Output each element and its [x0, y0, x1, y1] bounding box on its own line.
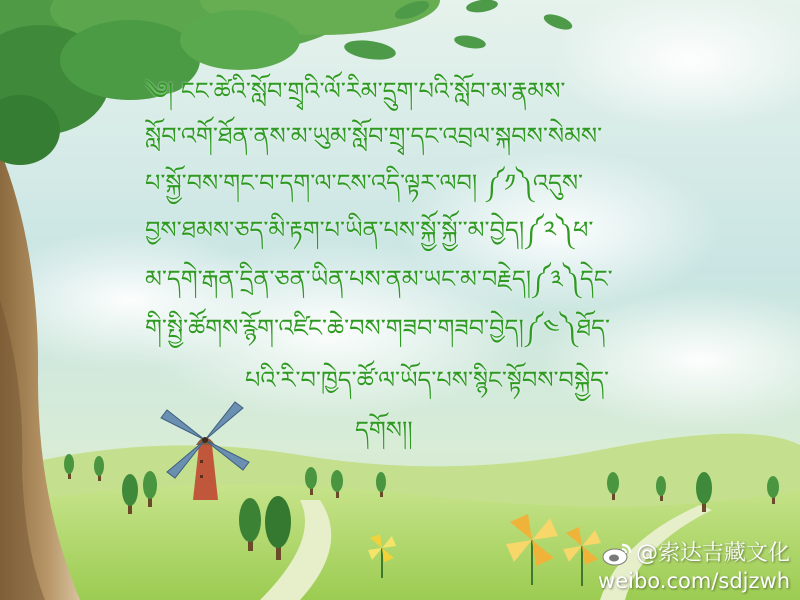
weibo-handle-row — [598, 540, 790, 568]
poem-line-6: གི་སྤྱི་ཚོགས་རྙོག་འཛིང་ཆེ་བས་གཟབ་གཟབ་བྱེད།༼༤༽ཐོད་ — [145, 314, 611, 342]
weibo-url: weibo.com/sdjzwh — [598, 569, 790, 593]
weibo-handle: @索达吉藏文化 — [635, 541, 790, 566]
weibo-watermark — [598, 540, 790, 594]
poem-line-3: པ་སྐྱོ་བས་གང་བ་དག་ལ་ངས་འདི་ལྟར་ལབ། ༼༡༽འདུས་ — [145, 169, 584, 197]
poem-line-8: དགོས།། — [355, 416, 413, 444]
poem-line-1: ༄། ངང་ཚེའི་སློབ་གྲྭའི་ལོ་རིམ་དྲུག་པའི་སློབ་མ་རྣམས་ — [145, 77, 566, 105]
weibo-logo-icon — [602, 542, 632, 566]
poem-line-7: པའི་རི་བ་ཁྱེད་ཚོ་ལ་ཡོད་པས་སྙིང་སྟོབས་བསྐྱེད་ — [245, 366, 610, 394]
poem-line-4: བྱས་ཐམས་ཅད་མི་རྟག་པ་ཡིན་པས་སྐྱོ་སྐྱོ་་མ་བྱེད།༼༢༽ཕ་ — [145, 216, 594, 244]
poem-line-5: མ་དགེ་རྒན་དྲིན་ཅན་ཡིན་པས་ནམ་ཡང་མ་བརྗེད།༼༣༽དེང་ — [145, 265, 613, 293]
poem-line-2: སློབ་འགོ་ཐོན་ནས་མ་ཡུམ་སློབ་གྲྭ་དང་འབྲལ་སྐབས་སེམས་ — [145, 122, 603, 150]
